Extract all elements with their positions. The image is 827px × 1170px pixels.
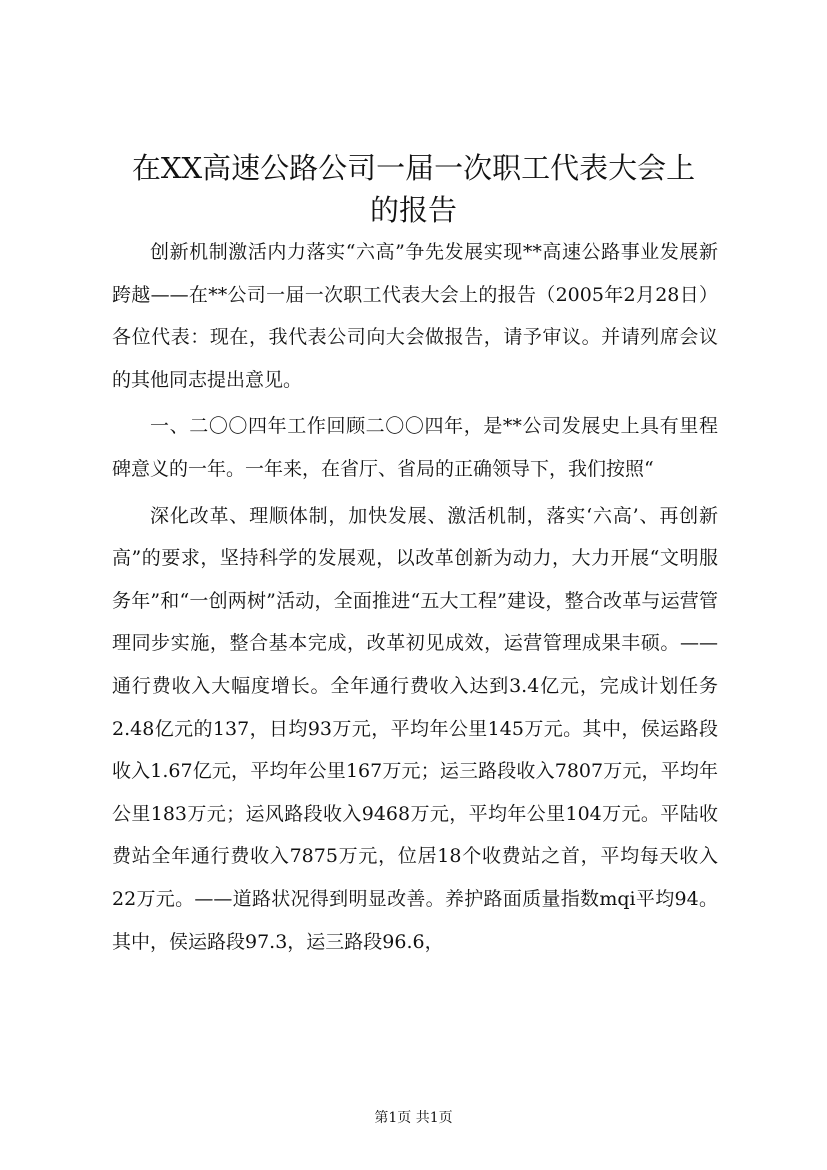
page-footer: 第1页 共1页	[374, 1110, 453, 1126]
paragraph-1: 创新机制激活内力落实“六高”争先发展实现**高速公路事业发展新跨越——在**公司一届一次职工代表大会上的报告（2005年2月28日）各位代表：现在，我代表公司向大会做报告，请予审议。并请列席会议的其他同志提出意见。	[112, 241, 718, 391]
title-line-1: 在XX高速公路公司一届一次职工代表大会上	[131, 151, 696, 185]
paragraph-3: 深化改革、理顺体制，加快发展、激活机制，落实‘六高’、再创新高”的要求，坚持科学的发展观，以改革创新为动力，大力开展“文明服务年”和“一创两树”活动，全面推进“五大工程”建设，整合改革与运营管理同步实施，整合基本完成，改革初见成效，运营管理成果丰硕。——通行费收入大幅度增长。全年通行费收入达到3.4亿元，完成计划任务2.48亿元的137，日均93万元，平均年公里145万元。其中，侯运路段收入1.67亿元，平均年公里167万元；运三路段收入7807万元，平均年公里183万元；运风路段收入9468万元，平均年公里104万元。平陆收费站全年通行费收入7875万元，位居18个收费站之首，平均每天收入22万元。——道路状况得到明显改善。养护路面质量指数mqi平均94。其中，侯运路段97.3，运三路段96.6，	[112, 504, 718, 953]
paragraph-2: 一、二〇〇四年工作回顾二〇〇四年，是**公司发展史上具有里程碑意义的一年。一年来，在省厅、省局的正确领导下，我们按照“	[112, 415, 718, 480]
document-body	[112, 231, 718, 967]
title-line-2: 的报告	[369, 193, 457, 227]
document-title	[100, 147, 727, 231]
